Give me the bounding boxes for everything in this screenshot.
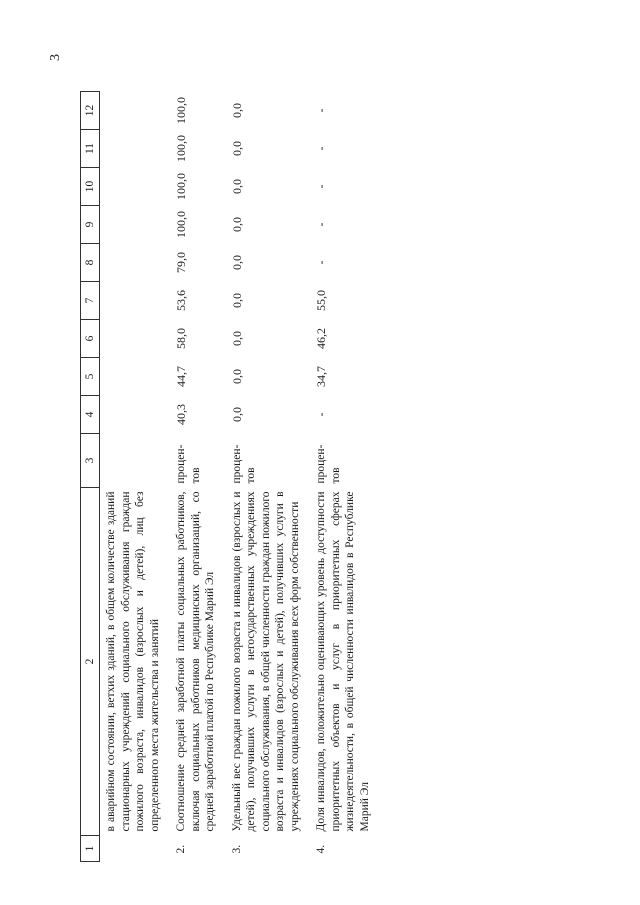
value-cell-col-5: 34,7 [314,366,328,387]
value-cell-col-12 [100,92,171,130]
column-header-7: 7 [81,282,100,320]
value-cell-col-9 [100,206,171,244]
indicator-description: Удельный вес граждан пожилого возраста и инвалидов (взрослых и детей), получивших услуги в негосударственных учреждениях социального обслуживания, в общей численности граждан пожилого возраста и инвалидов (взрослых и детей), получивших услуги в учреждениях социального обслуживания всех форм собственности [230,491,301,832]
column-header-6: 6 [81,320,100,358]
value-cell-col-12: - [314,108,328,113]
table-row [310,92,380,862]
value-cell-col-11: - [314,146,328,151]
column-number-row [81,92,100,862]
value-cell-col-4: - [314,412,328,417]
value-cell-col-4: 0,0 [229,407,244,422]
value-cell-col-9: 0,0 [229,217,244,232]
value-cell-col-10: - [314,184,328,189]
value-cell-col-11: 0,0 [229,141,244,156]
page-number: 3 [48,54,63,61]
column-header-1: 1 [81,836,100,862]
value-cell-col-12: 0,0 [229,103,244,118]
value-cell-col-10: 0,0 [229,179,244,194]
value-cell-col-7: 55,0 [314,290,328,311]
table-row [100,92,171,862]
column-header-5: 5 [81,358,100,396]
column-header-9: 9 [81,206,100,244]
indicator-description: Соотношение средней заработной платы социальных работников, включая социальных работников медицинских организаций, со средней заработной платой по Республике Марий Эл [175,491,216,832]
row-number [100,836,171,862]
value-cell-col-7: 0,0 [229,293,244,308]
table-body [100,92,381,862]
row-number: 3. [230,844,243,854]
value-cell-col-8 [100,244,171,282]
indicators-table [80,91,380,862]
value-cell-col-9: - [314,222,328,227]
value-cell-col-4: 40,3 [174,404,188,425]
rotated-sheet [44,42,604,862]
value-cell-col-8: 79,0 [174,252,188,273]
value-cell-col-4 [100,396,171,434]
column-header-4: 4 [81,396,100,434]
value-cell-col-6: 58,0 [174,328,188,349]
value-cell-col-9: 100,0 [174,211,188,238]
column-header-3: 3 [81,434,100,488]
column-header-12: 12 [81,92,100,130]
unit-of-measure: процен-тов [175,444,202,484]
row-number: 2. [175,844,187,854]
value-cell-col-8: - [314,260,328,265]
value-cell-col-5: 0,0 [229,369,244,384]
value-cell-col-11 [100,130,171,168]
value-cell-col-5: 44,7 [174,366,188,387]
column-header-10: 10 [81,168,100,206]
value-cell-col-11: 100,0 [174,135,188,162]
value-cell-col-10: 100,0 [174,173,188,200]
unit-of-measure: процен-тов [230,444,257,484]
column-header-2: 2 [81,488,100,836]
indicator-description: Доля инвалидов, положительно оценивающих уровень доступности приоритетных объектов и услуг в приоритетных сферах жизнедеятельности, в общей численности инвалидов в Республике Марий Эл [315,491,371,832]
value-cell-col-10 [100,168,171,206]
value-cell-col-6 [100,320,171,358]
value-cell-col-7: 53,6 [174,290,188,311]
value-cell-col-12: 100,0 [174,97,188,124]
unit-of-measure: процен-тов [315,444,342,484]
value-cell-col-8: 0,0 [229,255,244,270]
column-header-11: 11 [81,130,100,168]
table-row [170,92,226,862]
table-row [226,92,311,862]
value-cell-col-5 [100,358,171,396]
value-cell-col-7 [100,282,171,320]
row-number: 4. [315,844,327,854]
column-header-8: 8 [81,244,100,282]
value-cell-col-6: 46,2 [314,328,328,349]
indicator-description: в аварийном состоянии, ветхих зданий, в общем количестве зданий стационарных учреждений социального обслуживания граждан пожилого возраста, инвалидов (взрослых и детей), лиц без определенного места жительства и занятий [105,491,161,832]
unit-of-measure [100,434,171,488]
value-cell-col-6: 0,0 [229,331,244,346]
